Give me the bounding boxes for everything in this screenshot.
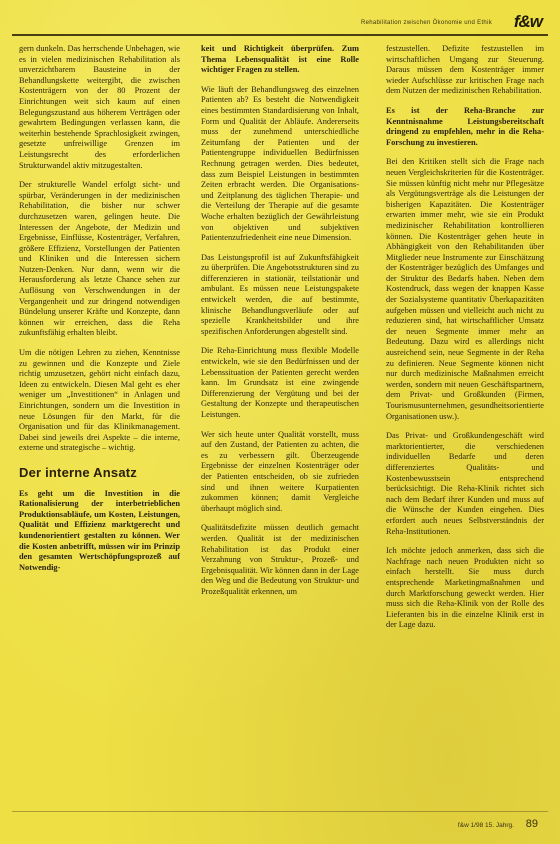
paragraph: Der strukturelle Wandel erfolgt sicht- und spürbar, Veränderungen in der medizinischen Rehabilitation, die bisher nur schwer durchzusetzen waren, gelingen heute. Die Interessen der Angebote, der Medizin und Ergebnisse, Einflüsse, Kostenträger, Verfahren, größere Effizienz, Vorstellungen der Patienten und Kliniken und die Interessen sichern Nutzen-Denken. Nur dann, wenn wir die Herausforderung als letzte Chance sehen zur Auflösung von Verschwendungen in der Vergangenheit und zur dringend notwendigen Bündelung unserer Kräfte und Konzepte, dann können wir erreichen, dass die Reha zukunftsfähig erhalten bleibt.: [19, 180, 180, 338]
running-title: Rehabilitation zwischen Ökonomie und Ethik: [361, 20, 492, 26]
section-heading: Der interne Ansatz: [19, 464, 137, 480]
paragraph: Wie läuft der Behandlungsweg des einzelnen Patienten ab? Es besteht die Notwendigkeit eines bestimmten Standardisierung von Inhalt, Form und Qualität der Abläufe. Andererseits muss der zunehmend unterschiedliche Zeitumfang der Patienten und der Patientengruppe individuellen Bedürfnissen Rechnung getragen werden. Dies bedeutet, dass zum Beispiel Leistungen in bestimmten Zeiten erbracht werden. Die Organisations- und Zeitplanung des täglichen Therapie- und die Verteilung der Therapie auf die gesamte Woche erhalten bezüglich der Gewährleistung von objektiven und subjektiven Patientenzufriedenheit eine neue Dimension.: [201, 84, 359, 243]
running-header: [12, 12, 548, 36]
paragraph: Qualitätsdefizite müssen deutlich gemacht werden. Qualität ist der medizinischen Rehabilitation ist das Produkt einer Verzahnung von Struktur-, Prozeß- und Ergebnisqualität. Wir können dann in der Lage den Weg und die Bedeutung von Struktur- und Prozeßqualität erkennen, um: [201, 523, 359, 596]
paragraph: Um die nötigen Lehren zu ziehen, Kenntnisse zu gewinnen und die Konzepte und Ziele richtig umzusetzen, gehört nicht einfach dazu, Ideen zu entwickeln. Diesen Mal geht es eher weniger um „Investitionen“ in Anlagen und Einrichtungen, sondern um die Investition in neue Lösungen für den Markt, für die Organisation und für das Klinikmanagement. Dabei sind jeweils drei Aspekte – die interne, externe und strategische – wichtig.: [19, 348, 180, 453]
page-number: 89: [525, 818, 538, 830]
paragraph: Ich möchte jedoch anmerken, dass sich die Nachfrage nach neuen Produkten nicht so einfach herstellt. Sie muss durch entsprechende Marketingmaßnahmen und durch Marktforschung geweckt werden. Hier muss sich die Reha-Klinik von der Rolle des Lieferanten bis in die einzelne Klinik erst in der Lage dazu.: [386, 546, 544, 630]
paragraph-bold: keit und Richtigkeit überprüfen. Zum Thema Lebensqualität ist eine Rolle wichtiger Fragen zu stellen.: [201, 44, 359, 75]
paragraph: Die Reha-Einrichtung muss flexible Modelle entwickeln, wie sie den Bedürfnissen und der Lebenssituation der Patienten gerecht werden kann. Im Grundsatz ist eine zwingende Differenzierung der Vergütung und bei der Gestaltung der Konzepte und therapeutischen Leistungen.: [201, 346, 359, 419]
paragraph: Das Leistungsprofil ist auf Zukunftsfähigkeit zu überprüfen. Die Angebotsstrukturen sind zu differenzieren in stationär, teilstationär und ambulant. Es müssen neue Leistungspakete entwickelt werden, die auf bestimmte, klinische Behandlungsverläufe oder auf spezielle Krankheitsbilder und ihre spezifischen Anforderungen abgestellt sind.: [201, 252, 359, 336]
magazine-logo: f&w: [513, 12, 542, 31]
footer-rule: [12, 811, 548, 812]
footer-issue: f&w 1/98 15. Jahrg.: [457, 822, 514, 829]
paragraph-bold: Es geht um die Investition in die Rationalisierung der interbetrieblichen Produktionsabläufe, um Kosten, Leistungen, Qualität und Effizienz marktgerecht und kundenorientiert gestalten zu können. Wer die Kosten anbetrifft, müssen wir im Prinzip den gesamten Wertschöpfungsprozeß auf Notwendig-: [19, 488, 180, 572]
column-right: [386, 44, 544, 640]
paragraph-bold: Es ist der Reha-Branche zur Kenntnisnahme Leistungsbereitschaft dringend zu empfehlen, mehr in die Reha-Forschung zu investieren.: [386, 105, 544, 147]
column-middle: [201, 44, 359, 607]
paragraph: Wer sich heute unter Qualität vorstellt, muss auf den Zustand, der Patienten zu achten, die es zu verbessern gilt. Überzeugende Ergebnisse der einzelnen Kostenträger oder der Patienten entscheiden, ob sie zufrieden sind und ihnen weitere Kurpatienten zukommen können; damit Vergleiche überhaupt möglich sind.: [201, 429, 359, 513]
paragraph: Bei den Kritiken stellt sich die Frage nach neuen Vergleichskriterien für die Kostenträger. Sie müssen künftig nicht mehr nur Pflegesätze als Vergütungsverträge als die Leistungen der bisherigen Kapazitäten. Die Kostenträger erwarten immer mehr, wie sie ein Produkt medizinischer Rehabilitation kontrollieren können. Die Kostenträger gehen heute in Abhängigkeit von den Rehabilitanden über Mitglieder neue Instrumente zur Einschätzung der Kostenträger bezüglich des Umfanges und der Struktur des Bedarfs haben. Neben dem Kostendruck, dass wegen der knappen Kasse der Sozialsysteme quantitativ Überkapazitäten aufgeben müssen und vielleicht auch nicht zu reduzieren sind, hat wirtschaftlicher Umsatz der neuen Segmente immer mehr an Bedeutung. Dazu wird es allerdings nicht ausreichend sein, neue Segmente in der Reha zu definieren. Neue Segmente können nicht nur durch medizinische Maßnahmen erreicht werden, sondern mit neuen Geschäftspartnern, dem Privat- und Großkunden (Firmen, Tourismusunternehmen, gesundheitsorientierte Organisationen usw.).: [386, 157, 544, 421]
paragraph: Das Privat- und Großkundengeschäft wird marktorientierter, die verschiedenen individuellen Bedarfe und deren differenziertes Qualitäts- und Kostenbewusstsein entsprechend berücksichtigt. Die Reha-Klinik richtet sich nach dem Bedarf ihrer Kunden und muss auf die Wünsche der Kunden eingehen. Dies erfordert auch neues Selbstverständnis der Reha-Institutionen.: [386, 431, 544, 536]
paragraph: festzustellen. Defizite festzustellen im wirtschaftlichen Umgang zur Steuerung. Daraus müssen dem Kostenträger immer wieder Aufschlüsse zur kritischen Frage nach dem Nutzen der medizinischen Rehabilitation.: [386, 44, 544, 96]
page-footer: [458, 818, 538, 830]
paragraph: gern dunkeln. Das herrschende Unbehagen, wie es in vielen medizinischen Rehabilitation als unverzichtbarem Bausteine in der Behandlungskette weitergibt, die zwischen Kostenträgern von der 80 Prozent der Einrichtungen weit sich kaum auf einen Belegungszustand aus höherem Verträgen oder gewahrtem Bedingungen verlassen kann, die weiterhin bestehende Sprachlosigkeit zwingen, gesetzte unfreiwillige Grenzen im Leistungsrecht des erforderlichen Strukturwandel aktiv mitzugestalten.: [19, 44, 180, 170]
column-left: [19, 44, 180, 582]
